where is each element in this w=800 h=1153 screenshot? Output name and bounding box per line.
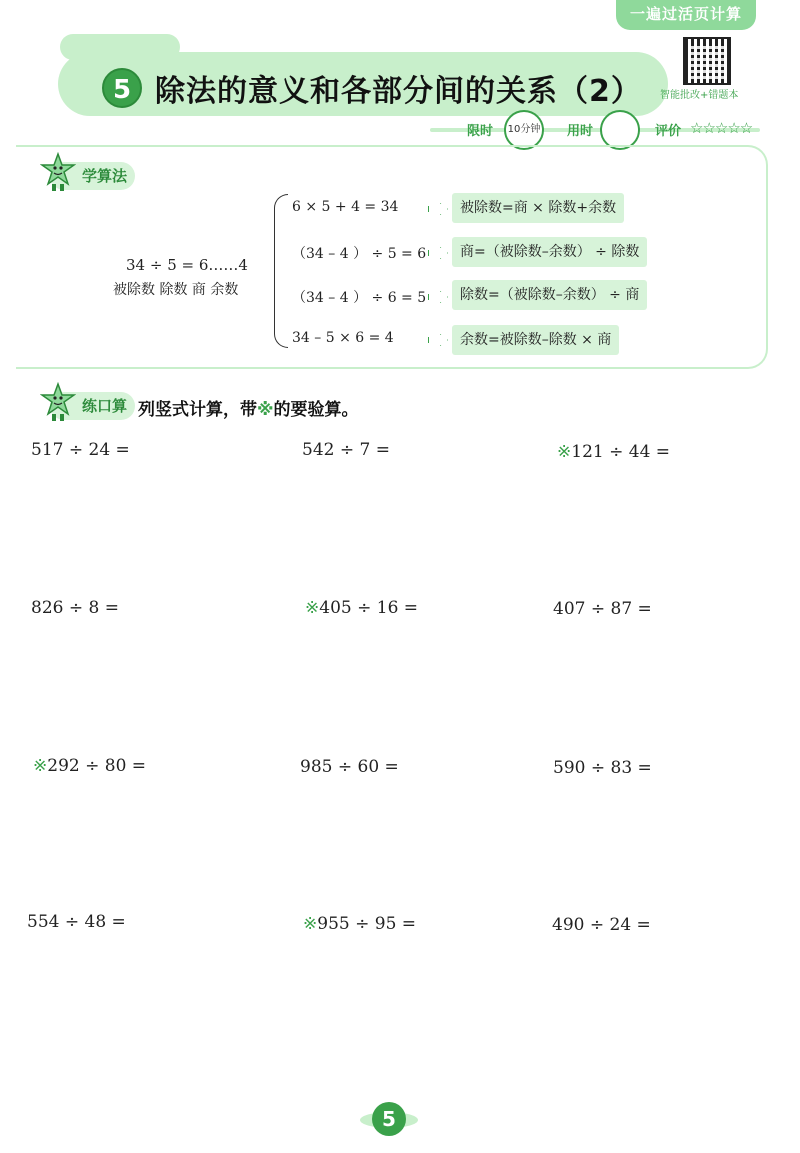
lesson-title: 除法的意义和各部分间的关系（2） <box>155 74 642 109</box>
problem-item[interactable]: 490 ÷ 24 = <box>552 915 651 935</box>
problem-item[interactable]: 826 ÷ 8 = <box>31 598 119 618</box>
time-used-clock[interactable] <box>600 110 640 150</box>
lesson-number-badge: 5 <box>102 68 142 108</box>
rating-label: 评价 <box>655 124 682 139</box>
relation-rule: 余数=被除数–除数 × 商 <box>452 325 619 355</box>
star-mascot-icon <box>40 152 76 192</box>
brace-decoration <box>274 194 288 348</box>
time-limit-clock <box>504 110 544 150</box>
rating-stars[interactable]: ☆☆☆☆☆ <box>690 119 753 137</box>
practice-section-tag <box>50 392 135 420</box>
relation-equation: （34 – 4 ） ÷ 5 = 6 <box>292 246 427 262</box>
qr-caption: 智能批改+错题本 <box>660 90 739 101</box>
problem-item[interactable]: ※955 ÷ 95 = <box>303 914 417 934</box>
relation-rule: 除数=（被除数–余数） ÷ 商 <box>452 280 647 310</box>
practice-instruction: 列竖式计算，带※的要验算。 <box>138 400 359 420</box>
problem-item[interactable]: ※292 ÷ 80 = <box>33 756 147 776</box>
method-section-tag <box>50 162 135 190</box>
series-tab: 一遍过活页计算 <box>616 0 756 30</box>
time-used-label: 用时 <box>567 124 594 139</box>
problem-item[interactable]: ※121 ÷ 44 = <box>557 442 671 462</box>
practice-section-tag-label: 练口算 <box>82 397 128 415</box>
method-section-tag-label: 学算法 <box>82 167 128 185</box>
problem-item[interactable]: 517 ÷ 24 = <box>31 440 130 460</box>
problem-item[interactable]: 985 ÷ 60 = <box>300 757 399 777</box>
relation-equation: （34 – 4 ） ÷ 6 = 5 <box>292 290 427 306</box>
star-mascot-icon <box>40 382 76 422</box>
division-expression: 34 ÷ 5 = 6……4 <box>126 256 248 274</box>
time-limit-value: 10分钟 <box>507 124 541 135</box>
problem-item[interactable]: 590 ÷ 83 = <box>553 758 652 778</box>
problem-item[interactable]: 542 ÷ 7 = <box>302 440 390 460</box>
qr-code-icon[interactable] <box>683 37 731 85</box>
relation-rule: 商=（被除数–余数） ÷ 除数 <box>452 237 647 267</box>
time-limit-label: 限时 <box>467 124 494 139</box>
page-number: 5 <box>372 1102 406 1136</box>
relation-rule: 被除数=商 × 除数+余数 <box>452 193 624 223</box>
division-term-names: 被除数 除数 商 余数 <box>113 282 239 298</box>
relation-equation: 34 – 5 × 6 = 4 <box>292 330 394 346</box>
problem-item[interactable]: 407 ÷ 87 = <box>553 599 652 619</box>
problem-item[interactable]: 554 ÷ 48 = <box>27 912 126 932</box>
problem-item[interactable]: ※405 ÷ 16 = <box>305 598 419 618</box>
relation-equation: 6 × 5 + 4 = 34 <box>292 199 399 215</box>
